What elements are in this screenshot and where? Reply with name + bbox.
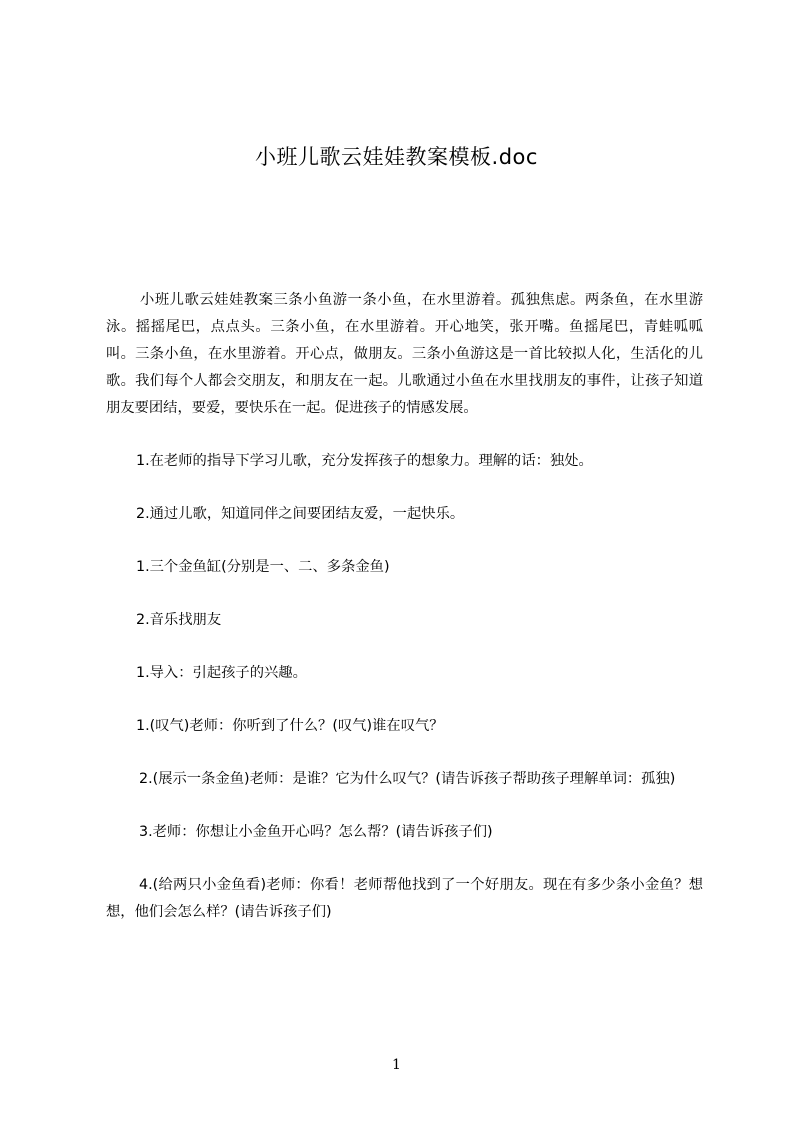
paragraph-objective-2: 2.通过儿歌，知道同伴之间要团结友爱，一起快乐。 (136, 506, 465, 522)
intro-paragraph: 小班儿歌云娃娃教案三条小鱼游一条小鱼，在水里游着。孤独焦虑。两条鱼，在水里游泳。摇摇尾巴，点点头。三条小鱼，在水里游着。开心地笑，张开嘴。鱼摇尾巴，青蛙呱呱叫。三条小鱼，在水里游着。开心点，做朋友。三条小鱼游这是一首比较拟人化，生活化的儿歌。我们每个人都会交朋友，和朋友在一起。儿歌通过小鱼在水里找朋友的事件，让孩子知道朋友要团结，要爱，要快乐在一起。促进孩子的情感发展。 (106, 292, 703, 416)
paragraph-step-2: 2.(展示一条金鱼)老师：是谁？它为什么叹气？(请告诉孩子帮助孩子理解单词：孤独) (139, 771, 676, 787)
paragraph-material-2: 2.音乐找朋友 (136, 612, 222, 628)
document-body (106, 287, 703, 952)
paragraph-step-3: 3.老师：你想让小金鱼开心吗？怎么帮？(请告诉孩子们) (139, 824, 493, 840)
paragraph-objective-1: 1.在老师的指导下学习儿歌，充分发挥孩子的想象力。理解的话：独处。 (136, 453, 593, 469)
paragraph-step-4: 4.(给两只小金鱼看)老师：你看！老师帮他找到了一个好朋友。现在有多少条小金鱼？想想，他们会怎么样？(请告诉孩子们) (106, 877, 703, 920)
page-number: 1 (392, 1057, 401, 1073)
paragraph-step-1: 1.(叹气)老师：你听到了什么？(叹气)谁在叹气？ (136, 718, 444, 734)
paragraph-material-1: 1.三个金鱼缸(分别是一、二、多条金鱼) (136, 559, 390, 575)
paragraph-process-intro: 1.导入：引起孩子的兴趣。 (136, 665, 307, 681)
document-title: 小班儿歌云娃娃教案模板.doc (255, 145, 538, 169)
